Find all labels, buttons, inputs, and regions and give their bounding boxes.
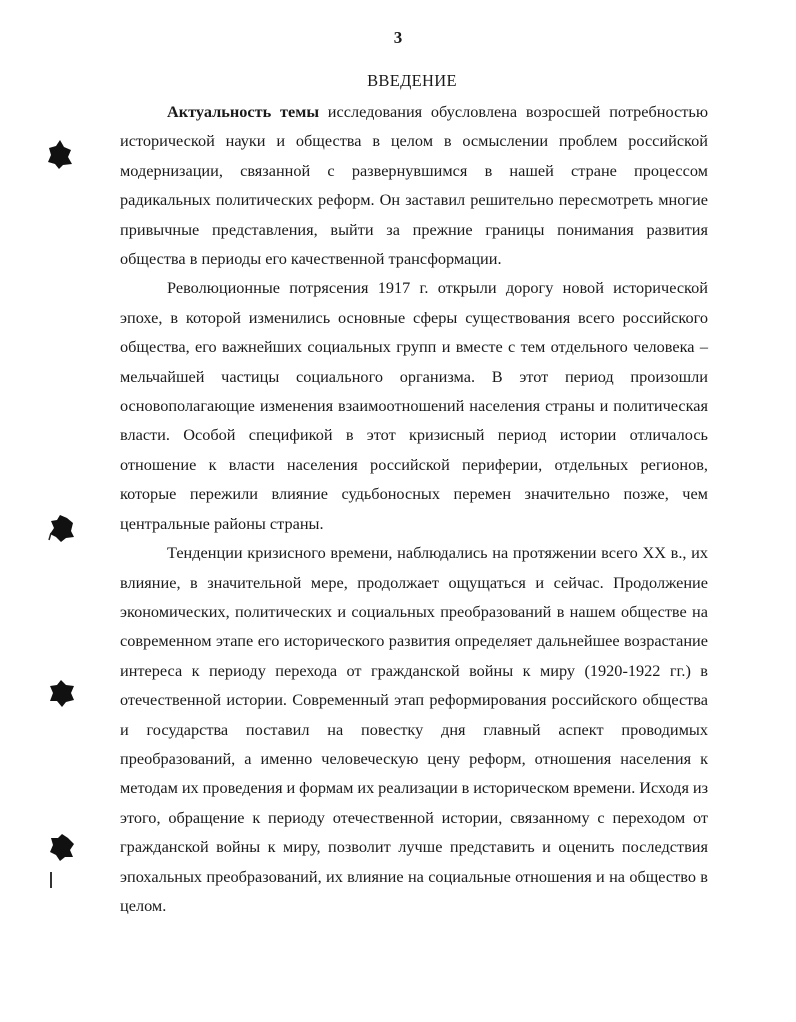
- paragraph-3: Тенденции кризисного времени, наблюдались на протяжении всего XX в., их влияние, в значительной мере, продолжает ощущаться и сейчас. Продолжение экономических, политических и социальных преобразований в нашем обществе на современном этапе его исторического развития определяет дальнейшее возрастание интереса к периоду перехода от гражданской войны к миру (1920-1922 гг.) в отечественной истории. Современный этап реформирования российского общества и государства поставил на повестку дня главный аспект проводимых преобразований, а именно человеческую цену реформ, отношения населения к методам их проведения и формам их реализации в историческом времени. Исходя из этого, обращение к периоду отечественной истории, связанному с переходом от гражданской войны к миру, позволит лучше представить и оценить последствия эпохальных преобразований, их влияние на социальные отношения и на общество в целом.: [120, 543, 708, 915]
- punch-hole-mark: [48, 832, 76, 862]
- punch-hole-mark: [48, 678, 76, 708]
- bold-lead-term: Актуальность темы: [167, 102, 320, 121]
- document-body: [120, 97, 708, 920]
- section-title: ВВЕДЕНИЕ: [367, 71, 457, 90]
- paragraph-2: Революционные потрясения 1917 г. открыли дорогу новой исторической эпохе, в которой изменились основные сферы существования всего российского общества, его важнейших социальных групп и вместе с тем отдельного человека – мельчайшей частицы социального организма. В этот период произошли основополагающие изменения взаимоотношений населения страны и политическая власти. Особой спецификой в этот кризисный период истории отличалось отношение к власти населения российской периферии, отдельных регионов, которые пережили влияние судьбоносных перемен значительно позже, чем центральные районы страны.: [120, 278, 708, 533]
- punch-hole-mark: [48, 513, 76, 543]
- punch-hole-mark: [46, 138, 74, 170]
- paragraph-1: [120, 97, 708, 273]
- paragraph-1-text: исследования обусловлена возросшей потребностью исторической науки и общества в целом в осмыслении проблем российской модернизации, связанной с развернувшимся в нашей стране процессом радикальных политических реформ. Он заставил решительно пересмотреть многие привычные представления, выйти за прежние границы понимания развития общества в периоды его качественной трансформации.: [120, 102, 708, 269]
- scan-artifact-mark: [50, 872, 52, 888]
- page-number: 3: [393, 28, 403, 47]
